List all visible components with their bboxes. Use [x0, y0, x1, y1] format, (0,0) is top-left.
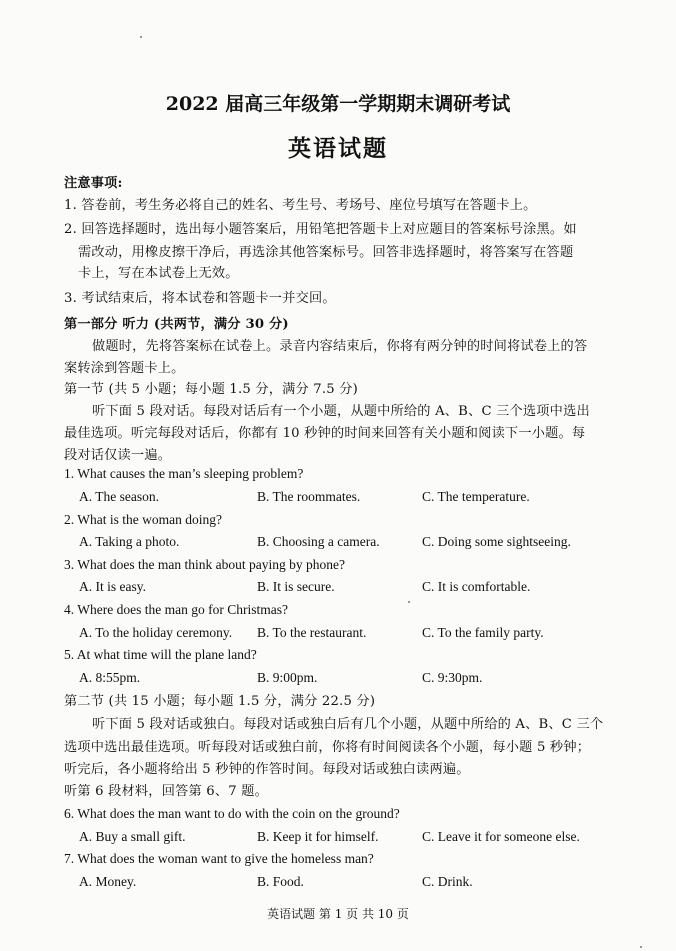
question-option-c: C. It is comfortable.: [422, 579, 531, 594]
question-option-c: C. Drink.: [422, 874, 473, 889]
question-option-b: B. It is secure.: [257, 579, 335, 594]
question-option-c: C. To the family party.: [422, 625, 544, 640]
question-option-b: B. Choosing a camera.: [257, 534, 380, 549]
page-footer: 英语试题 第 1 页 共 10 页: [267, 907, 409, 921]
question-stem: 5. At what time will the plane land?: [64, 647, 257, 662]
note-item-3: 3. 考试结束后，将本试卷和答题卡一并交回。: [64, 291, 336, 306]
scan-speck: [408, 601, 410, 603]
question-stem: 7. What does the woman want to give the homeless man?: [64, 851, 374, 866]
scan-speck: [640, 946, 642, 948]
question-option-a: A. Taking a photo.: [79, 534, 180, 549]
part1-intro-line1: 做题时，先将答案标在试卷上。录音内容结束后，你将有两分钟的时间将试卷上的答: [92, 339, 588, 354]
section1-heading: 第一节 (共 5 小题；每小题 1.5 分，满分 7.5 分): [64, 382, 358, 397]
question-stem: 6. What does the man want to do with the coin on the ground?: [64, 806, 400, 821]
part1-heading: 第一部分 听力 (共两节，满分 30 分): [64, 317, 289, 332]
section1-instr-3: 段对话仅读一遍。: [64, 448, 172, 463]
note-item-2-cont2: 卡上，写在本试卷上无效。: [78, 266, 239, 281]
question-option-b: B. The roommates.: [257, 489, 361, 504]
question-option-c: C. The temperature.: [422, 489, 530, 504]
question-option-b: B. To the restaurant.: [257, 625, 367, 640]
subject-title: 英语试题: [288, 135, 388, 162]
question-option-a: A. The season.: [79, 489, 159, 504]
exam-title: 2022 届高三年级第一学期期末调研考试: [165, 93, 511, 115]
question-option-c: C. Leave it for someone else.: [422, 829, 580, 844]
question-stem: 2. What is the woman doing?: [64, 512, 222, 527]
group-label: 听第 6 段材料，回答第 6、7 题。: [64, 784, 268, 799]
question-option-b: B. Food.: [257, 874, 304, 889]
section2-instr-1: 听下面 5 段对话或独白。每段对话或独白后有几个小题，从题中所给的 A、B、C 三个: [92, 717, 604, 732]
note-item-2-cont: 需改动，用橡皮擦干净后，再选涂其他答案标号。回答非选择题时，将答案写在答题: [78, 245, 574, 260]
question-option-c: C. 9:30pm.: [422, 670, 483, 685]
question-option-a: A. 8:55pm.: [79, 670, 141, 685]
section1-instr-2: 最佳选项。听完每段对话后，你都有 10 秒钟的时间来回答有关小题和阅读下一小题。每: [64, 426, 586, 441]
question-stem: 1. What causes the man’s sleeping problem?: [64, 466, 304, 481]
question-stem: 3. What does the man think about paying by phone?: [64, 557, 345, 572]
scan-speck: [140, 36, 142, 38]
section2-instr-3: 听完后，各小题将给出 5 秒钟的作答时间。每段对话或独白读两遍。: [64, 762, 470, 777]
question-option-a: A. Money.: [79, 874, 137, 889]
question-option-c: C. Doing some sightseeing.: [422, 534, 571, 549]
note-item-2: 2. 回答选择题时，选出每小题答案后，用铅笔把答题卡上对应题目的答案标号涂黑。如: [64, 222, 577, 237]
question-option-a: A. To the holiday ceremony.: [79, 625, 233, 640]
section2-heading: 第二节 (共 15 小题；每小题 1.5 分，满分 22.5 分): [64, 694, 376, 709]
note-item-1: 1. 答卷前，考生务必将自己的姓名、考生号、考场号、座位号填写在答题卡上。: [64, 198, 537, 213]
question-option-b: B. Keep it for himself.: [257, 829, 379, 844]
question-option-a: A. Buy a small gift.: [79, 829, 186, 844]
part1-intro-line2: 案转涂到答题卡上。: [64, 361, 185, 376]
question-option-a: A. It is easy.: [79, 579, 146, 594]
question-stem: 4. Where does the man go for Christmas?: [64, 602, 288, 617]
section2-instr-2: 选项中选出最佳选项。听每段对话或独白前，你将有时间阅读各个小题，每小题 5 秒钟；: [64, 740, 591, 755]
question-option-b: B. 9:00pm.: [257, 670, 318, 685]
notes-heading: 注意事项:: [64, 176, 123, 191]
section1-instr-1: 听下面 5 段对话。每段对话后有一个小题，从题中所给的 A、B、C 三个选项中选出: [92, 404, 590, 419]
